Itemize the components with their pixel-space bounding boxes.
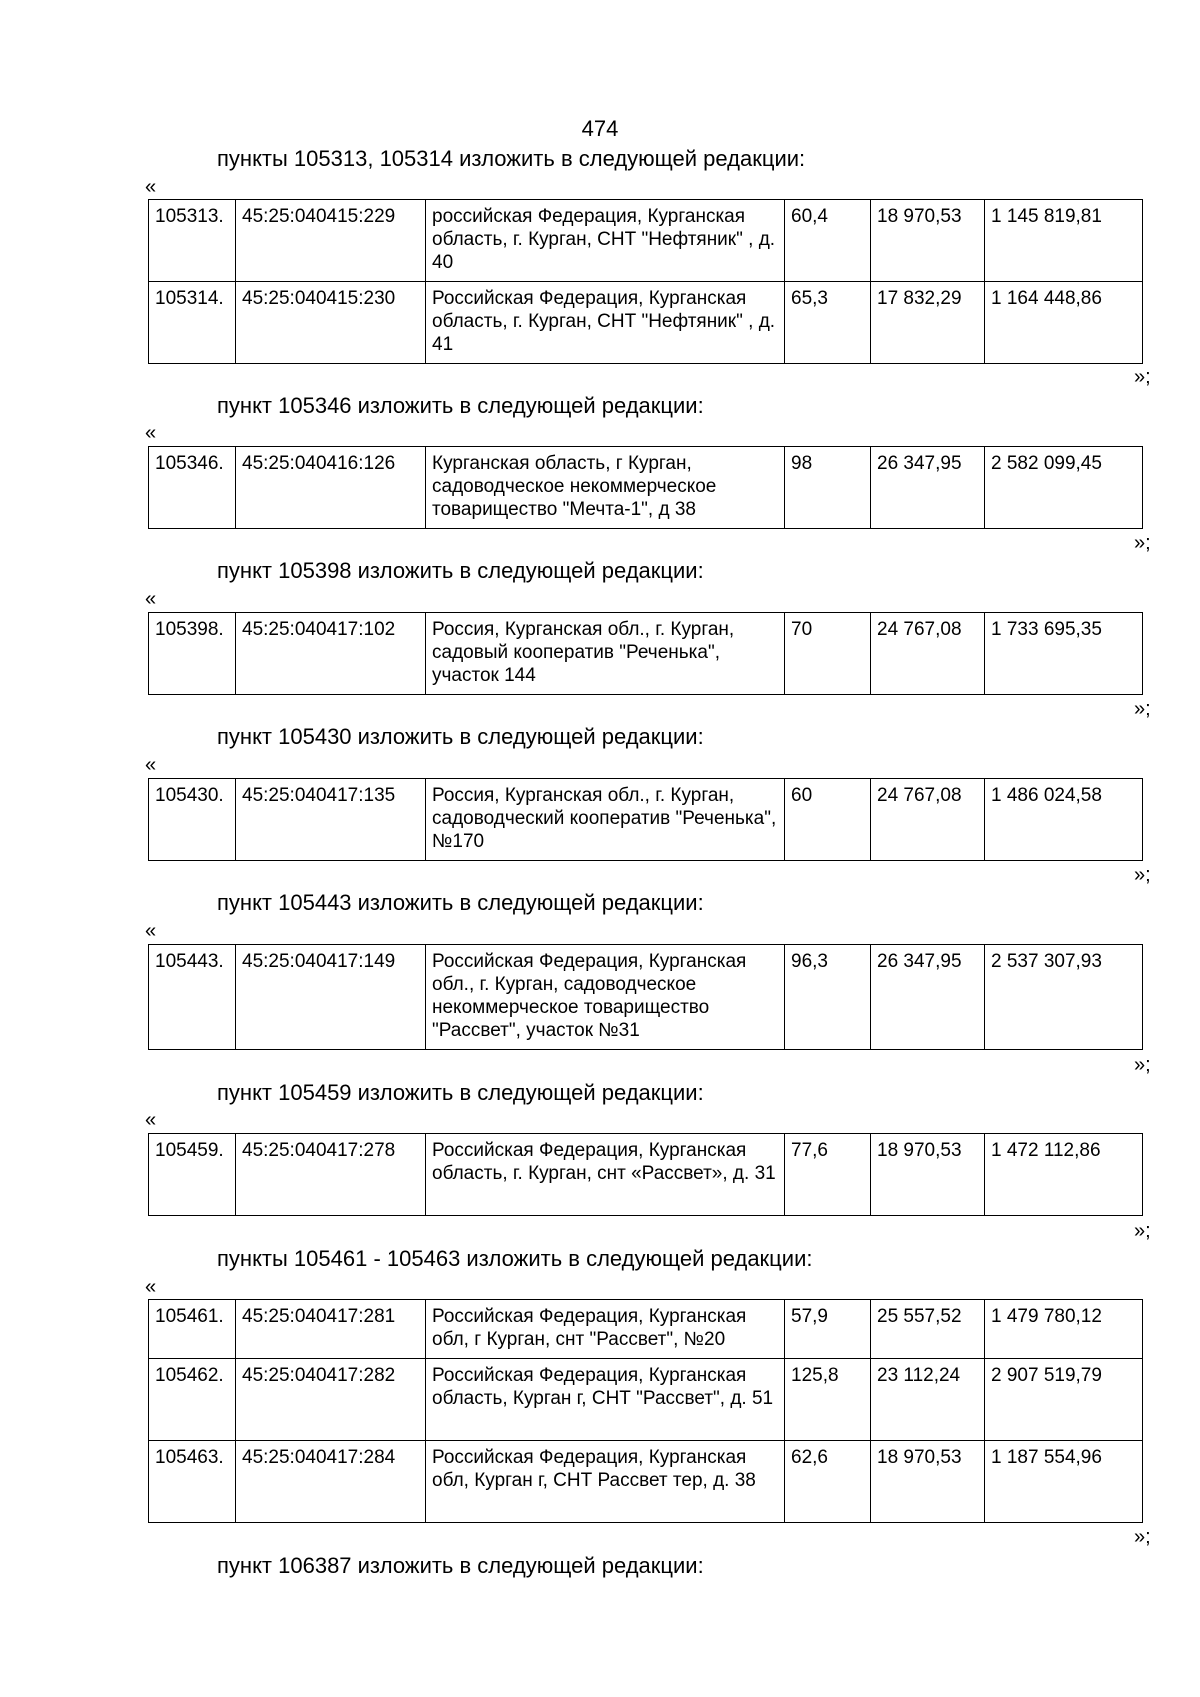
address: Курганская область, г Курган, садоводческое некоммерческое товарищество "Мечта-1", д 38 bbox=[426, 447, 785, 529]
cadastral-value: 1 733 695,35 bbox=[985, 613, 1143, 695]
section-intro: пункт 105398 изложить в следующей редакции: bbox=[217, 558, 704, 583]
close-quote: »; bbox=[1134, 1526, 1151, 1548]
specific-value: 26 347,95 bbox=[871, 945, 985, 1050]
open-quote: « bbox=[145, 1109, 157, 1131]
page-number: 474 bbox=[581, 116, 619, 141]
amendment-table bbox=[148, 778, 1143, 861]
cadastral-number: 45:25:040417:278 bbox=[236, 1134, 426, 1216]
specific-value: 26 347,95 bbox=[871, 447, 985, 529]
area: 60,4 bbox=[785, 200, 871, 282]
specific-value: 24 767,08 bbox=[871, 779, 985, 861]
item-number: 105443. bbox=[149, 945, 236, 1050]
address: Российская Федерация, Курганская обл, г Курган, снт "Рассвет", №20 bbox=[426, 1300, 785, 1359]
cadastral-value: 1 187 554,96 bbox=[985, 1441, 1143, 1523]
cadastral-number: 45:25:040415:229 bbox=[236, 200, 426, 282]
area: 62,6 bbox=[785, 1441, 871, 1523]
cadastral-number: 45:25:040417:282 bbox=[236, 1359, 426, 1441]
amendment-table bbox=[148, 944, 1143, 1050]
close-quote: »; bbox=[1134, 698, 1151, 720]
open-quote: « bbox=[145, 754, 157, 776]
address: Российская Федерация, Курганская обл, Курган г, СНТ Рассвет тер, д. 38 bbox=[426, 1441, 785, 1523]
area: 98 bbox=[785, 447, 871, 529]
address: российская Федерация, Курганская область, г. Курган, СНТ "Нефтяник" , д. 40 bbox=[426, 200, 785, 282]
specific-value: 25 557,52 bbox=[871, 1300, 985, 1359]
table-row bbox=[149, 447, 1143, 529]
amendment-table bbox=[148, 1133, 1143, 1216]
table-row bbox=[149, 200, 1143, 282]
cadastral-number: 45:25:040415:230 bbox=[236, 282, 426, 364]
open-quote: « bbox=[145, 176, 157, 198]
area: 77,6 bbox=[785, 1134, 871, 1216]
item-number: 105346. bbox=[149, 447, 236, 529]
section-intro: пункты 105313, 105314 изложить в следующей редакции: bbox=[217, 146, 806, 171]
open-quote: « bbox=[145, 1276, 157, 1298]
close-quote: »; bbox=[1134, 1220, 1151, 1242]
table-row bbox=[149, 1359, 1143, 1441]
address: Российская Федерация, Курганская область, г. Курган, СНТ "Нефтяник" , д. 41 bbox=[426, 282, 785, 364]
specific-value: 18 970,53 bbox=[871, 1441, 985, 1523]
item-number: 105430. bbox=[149, 779, 236, 861]
close-quote: »; bbox=[1134, 532, 1151, 554]
cadastral-value: 1 472 112,86 bbox=[985, 1134, 1143, 1216]
close-quote: »; bbox=[1134, 1054, 1151, 1076]
area: 57,9 bbox=[785, 1300, 871, 1359]
address: Российская Федерация, Курганская область, Курган г, СНТ "Рассвет", д. 51 bbox=[426, 1359, 785, 1441]
specific-value: 18 970,53 bbox=[871, 200, 985, 282]
cadastral-value: 1 486 024,58 bbox=[985, 779, 1143, 861]
table-row bbox=[149, 613, 1143, 695]
area: 65,3 bbox=[785, 282, 871, 364]
table-row bbox=[149, 1134, 1143, 1216]
item-number: 105459. bbox=[149, 1134, 236, 1216]
cadastral-value: 2 582 099,45 bbox=[985, 447, 1143, 529]
table-row bbox=[149, 282, 1143, 364]
table-row bbox=[149, 945, 1143, 1050]
open-quote: « bbox=[145, 422, 157, 444]
area: 96,3 bbox=[785, 945, 871, 1050]
item-number: 105314. bbox=[149, 282, 236, 364]
specific-value: 23 112,24 bbox=[871, 1359, 985, 1441]
cadastral-number: 45:25:040417:281 bbox=[236, 1300, 426, 1359]
open-quote: « bbox=[145, 920, 157, 942]
section-intro: пункты 105461 - 105463 изложить в следующей редакции: bbox=[217, 1246, 813, 1271]
item-number: 105462. bbox=[149, 1359, 236, 1441]
section-intro: пункт 105443 изложить в следующей редакции: bbox=[217, 890, 704, 915]
table-row bbox=[149, 1300, 1143, 1359]
specific-value: 24 767,08 bbox=[871, 613, 985, 695]
section-intro: пункт 106387 изложить в следующей редакции: bbox=[217, 1553, 704, 1578]
amendment-table bbox=[148, 446, 1143, 529]
table-row bbox=[149, 779, 1143, 861]
amendment-table bbox=[148, 612, 1143, 695]
cadastral-value: 1 145 819,81 bbox=[985, 200, 1143, 282]
specific-value: 17 832,29 bbox=[871, 282, 985, 364]
cadastral-number: 45:25:040417:284 bbox=[236, 1441, 426, 1523]
address: Российская Федерация, Курганская область, г. Курган, снт «Рассвет», д. 31 bbox=[426, 1134, 785, 1216]
item-number: 105461. bbox=[149, 1300, 236, 1359]
area: 125,8 bbox=[785, 1359, 871, 1441]
table-row bbox=[149, 1441, 1143, 1523]
cadastral-number: 45:25:040416:126 bbox=[236, 447, 426, 529]
cadastral-value: 2 907 519,79 bbox=[985, 1359, 1143, 1441]
area: 60 bbox=[785, 779, 871, 861]
open-quote: « bbox=[145, 588, 157, 610]
address: Россия, Курганская обл., г. Курган, садовый кооператив "Реченька", участок 144 bbox=[426, 613, 785, 695]
cadastral-number: 45:25:040417:149 bbox=[236, 945, 426, 1050]
specific-value: 18 970,53 bbox=[871, 1134, 985, 1216]
amendment-table bbox=[148, 199, 1143, 364]
address: Российская Федерация, Курганская обл., г. Курган, садоводческое некоммерческое товарищество "Рассвет", участок №31 bbox=[426, 945, 785, 1050]
cadastral-number: 45:25:040417:102 bbox=[236, 613, 426, 695]
cadastral-number: 45:25:040417:135 bbox=[236, 779, 426, 861]
area: 70 bbox=[785, 613, 871, 695]
address: Россия, Курганская обл., г. Курган, садоводческий кооператив "Реченька", №170 bbox=[426, 779, 785, 861]
close-quote: »; bbox=[1134, 864, 1151, 886]
amendment-table bbox=[148, 1299, 1143, 1523]
cadastral-value: 1 479 780,12 bbox=[985, 1300, 1143, 1359]
close-quote: »; bbox=[1134, 366, 1151, 388]
cadastral-value: 2 537 307,93 bbox=[985, 945, 1143, 1050]
item-number: 105398. bbox=[149, 613, 236, 695]
section-intro: пункт 105459 изложить в следующей редакции: bbox=[217, 1080, 704, 1105]
cadastral-value: 1 164 448,86 bbox=[985, 282, 1143, 364]
section-intro: пункт 105346 изложить в следующей редакции: bbox=[217, 393, 704, 418]
item-number: 105313. bbox=[149, 200, 236, 282]
item-number: 105463. bbox=[149, 1441, 236, 1523]
section-intro: пункт 105430 изложить в следующей редакции: bbox=[217, 724, 704, 749]
